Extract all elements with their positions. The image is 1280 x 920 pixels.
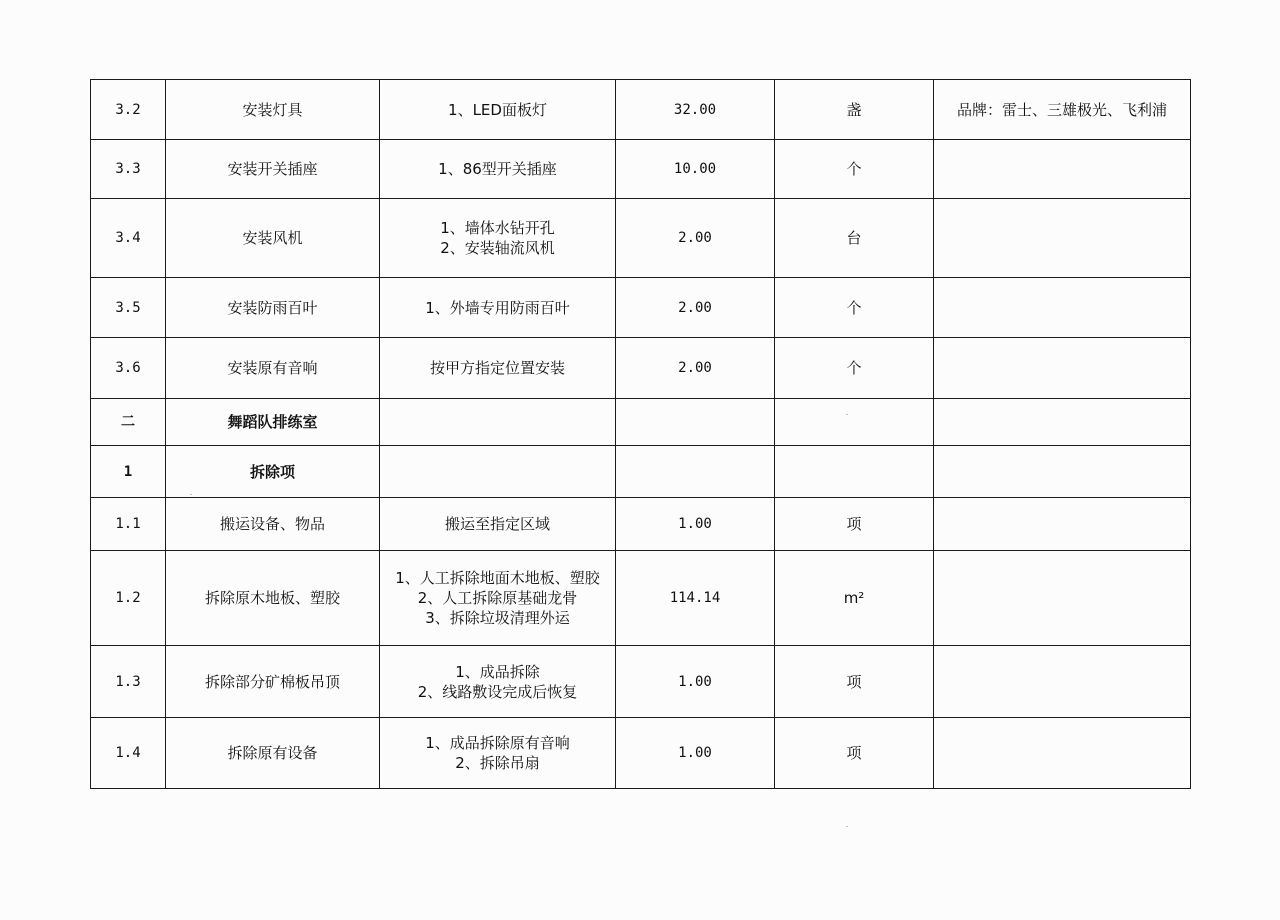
item-content-cell xyxy=(380,718,616,789)
item-number-cell: 3.5 xyxy=(91,278,166,338)
item-name-cell: 安装风机 xyxy=(166,199,380,278)
content-line: 1、人工拆除地面木地板、塑胶 xyxy=(395,569,600,587)
content-line: 2、人工拆除原基础龙骨 xyxy=(417,589,578,607)
quantity-cell: 114.14 xyxy=(616,551,775,646)
remark-cell xyxy=(934,278,1191,338)
item-number-cell: 1.4 xyxy=(91,718,166,789)
quantity-cell xyxy=(616,446,775,498)
item-name-cell: 拆除项 xyxy=(166,446,380,498)
remark-cell xyxy=(934,338,1191,399)
item-number-cell: 二 xyxy=(91,399,166,446)
item-name-cell: 拆除原有设备 xyxy=(166,718,380,789)
content-line: 搬运至指定区域 xyxy=(444,515,550,533)
item-number-cell: 3.6 xyxy=(91,338,166,399)
table-row xyxy=(91,551,1191,646)
content-line: 2、安装轴流风机 xyxy=(440,239,555,257)
quantity-cell: 10.00 xyxy=(616,140,775,199)
item-name-cell: 搬运设备、物品 xyxy=(166,498,380,551)
content-line: 2、线路敷设完成后恢复 xyxy=(417,682,578,701)
item-name-cell: 安装原有音响 xyxy=(166,338,380,399)
unit-cell xyxy=(775,446,934,498)
unit-cell: 盏 xyxy=(775,80,934,140)
content-line: 1、墙体水钻开孔 xyxy=(440,219,555,237)
table-row xyxy=(91,80,1191,140)
unit-cell: 项 xyxy=(775,718,934,789)
item-number-cell: 3.4 xyxy=(91,199,166,278)
content-line: 按甲方指定位置安装 xyxy=(429,359,565,377)
scan-speck xyxy=(846,826,848,827)
table-row xyxy=(91,646,1191,718)
remark-cell xyxy=(934,646,1191,718)
table-row xyxy=(91,718,1191,789)
item-content-cell xyxy=(380,446,616,498)
item-content-cell xyxy=(380,646,616,718)
table-row xyxy=(91,278,1191,338)
item-content-cell xyxy=(380,498,616,551)
unit-cell: 台 xyxy=(775,199,934,278)
table-row xyxy=(91,199,1191,278)
item-content-cell xyxy=(380,338,616,399)
unit-cell: 个 xyxy=(775,140,934,199)
quantity-cell: 2.00 xyxy=(616,278,775,338)
quantity-cell: 1.00 xyxy=(616,646,775,718)
remark-cell xyxy=(934,399,1191,446)
table-row xyxy=(91,498,1191,551)
item-content-cell xyxy=(380,80,616,140)
item-number-cell: 3.3 xyxy=(91,140,166,199)
unit-cell: 个 xyxy=(775,338,934,399)
content-line: 1、LED面板灯 xyxy=(448,100,547,119)
content-line: 1、成品拆除原有音响 xyxy=(425,734,570,752)
content-line: 1、86型开关插座 xyxy=(438,160,557,178)
quantity-cell: 2.00 xyxy=(616,199,775,278)
remark-cell xyxy=(934,446,1191,498)
item-content-cell xyxy=(380,199,616,278)
table-body xyxy=(91,80,1191,789)
remark-cell xyxy=(934,140,1191,199)
unit-cell xyxy=(775,399,934,446)
content-line: 1、外墙专用防雨百叶 xyxy=(425,298,570,317)
item-name-cell: 安装开关插座 xyxy=(166,140,380,199)
unit-cell: 个 xyxy=(775,278,934,338)
item-content-cell xyxy=(380,399,616,446)
remark-cell xyxy=(934,498,1191,551)
table-row xyxy=(91,399,1191,446)
table-row xyxy=(91,140,1191,199)
item-number-cell: 3.2 xyxy=(91,80,166,140)
item-number-cell: 1 xyxy=(91,446,166,498)
remark-cell xyxy=(934,551,1191,646)
remark-cell xyxy=(934,199,1191,278)
table-row xyxy=(91,446,1191,498)
item-number-cell: 1.1 xyxy=(91,498,166,551)
item-content-cell xyxy=(380,140,616,199)
unit-cell: 项 xyxy=(775,498,934,551)
item-name-cell: 舞蹈队排练室 xyxy=(166,399,380,446)
quantity-cell: 32.00 xyxy=(616,80,775,140)
quantity-cell xyxy=(616,399,775,446)
remark-cell xyxy=(934,718,1191,789)
scan-speck xyxy=(190,494,192,495)
item-name-cell: 拆除原木地板、塑胶 xyxy=(166,551,380,646)
unit-cell: m² xyxy=(775,551,934,646)
table-row xyxy=(91,338,1191,399)
item-name-cell: 拆除部分矿棉板吊顶 xyxy=(166,646,380,718)
item-name-cell: 安装灯具 xyxy=(166,80,380,140)
item-name-cell: 安装防雨百叶 xyxy=(166,278,380,338)
remark-cell: 品牌：雷士、三雄极光、飞利浦 xyxy=(934,80,1191,140)
scan-speck xyxy=(846,414,848,415)
quantity-cell: 1.00 xyxy=(616,718,775,789)
content-line: 2、拆除吊扇 xyxy=(455,754,540,772)
item-content-cell xyxy=(380,278,616,338)
bill-of-quantities-table xyxy=(90,79,1191,789)
quantity-cell: 1.00 xyxy=(616,498,775,551)
content-line: 3、拆除垃圾清理外运 xyxy=(425,609,570,627)
unit-cell: 项 xyxy=(775,646,934,718)
content-line: 1、成品拆除 xyxy=(455,662,540,681)
item-number-cell: 1.2 xyxy=(91,551,166,646)
item-number-cell: 1.3 xyxy=(91,646,166,718)
quantity-cell: 2.00 xyxy=(616,338,775,399)
item-content-cell xyxy=(380,551,616,646)
